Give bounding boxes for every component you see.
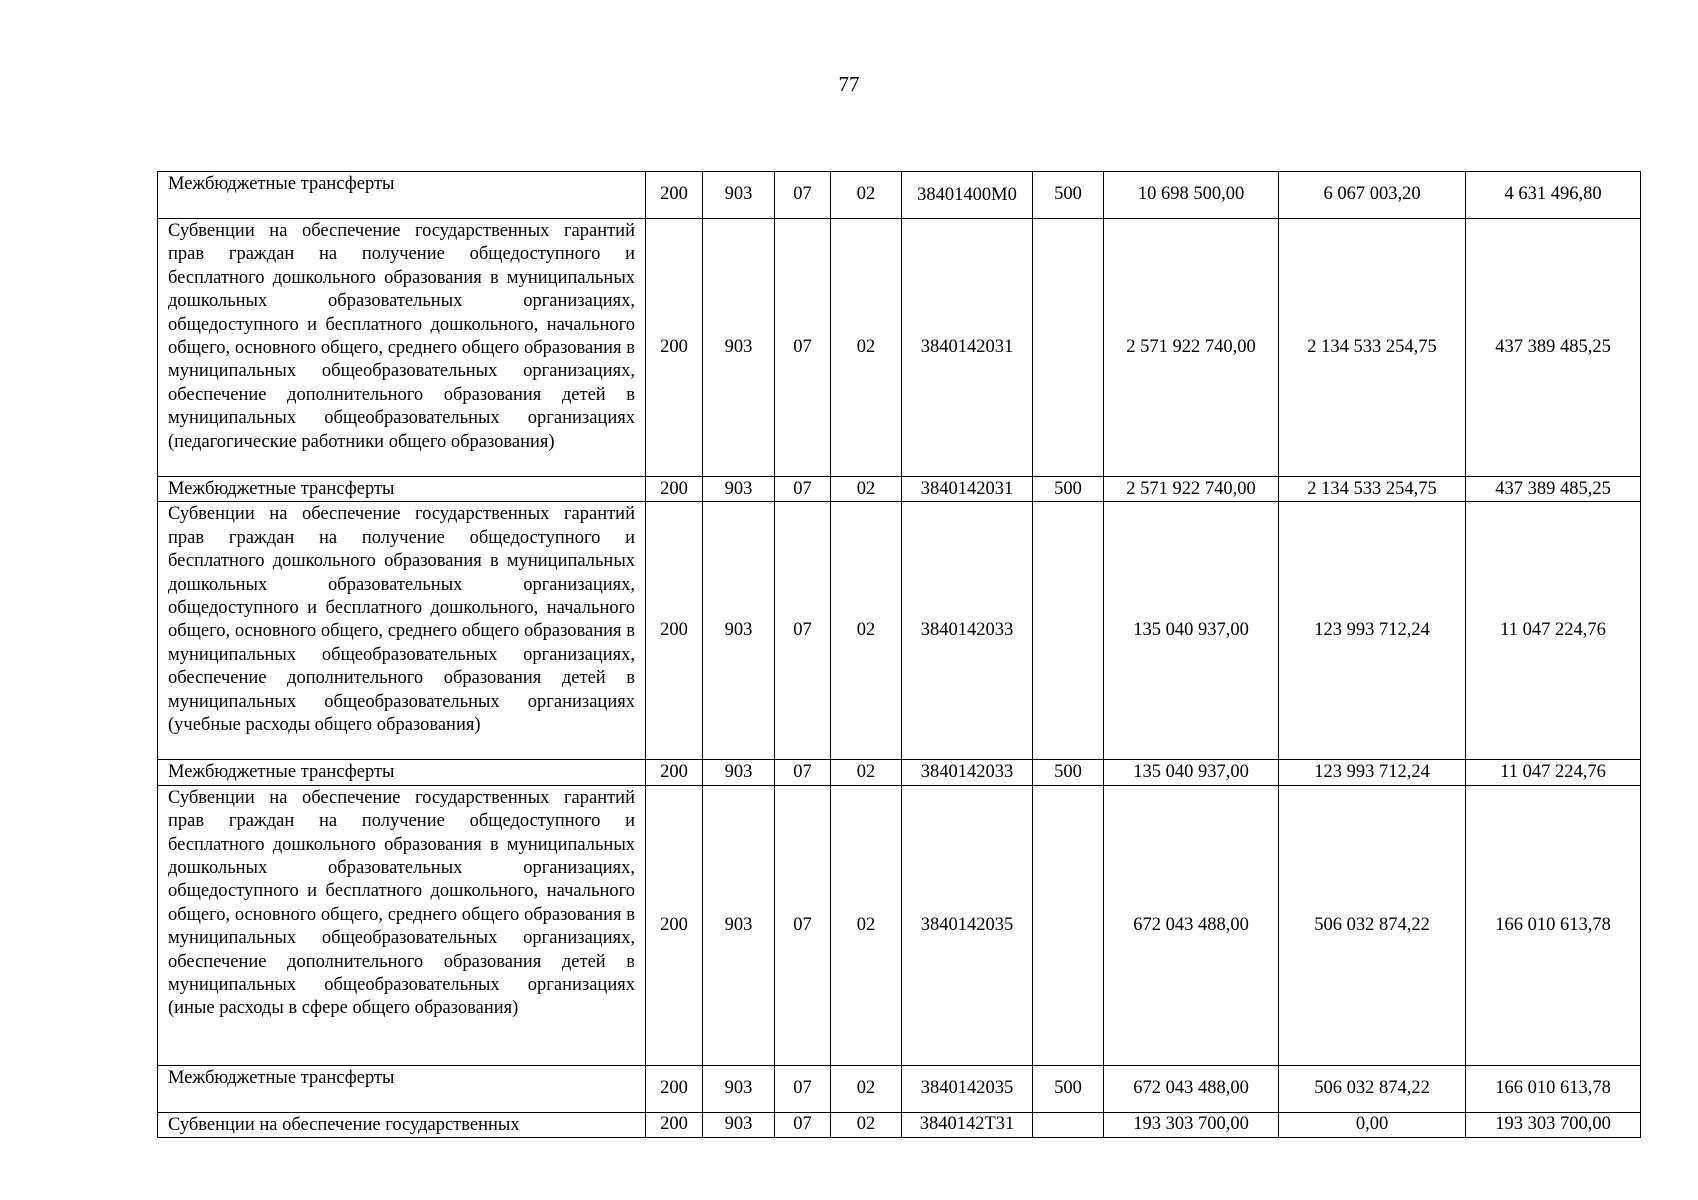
cell-col4: 02	[831, 477, 902, 502]
cell-remaining: 11 047 224,76	[1466, 760, 1641, 785]
cell-col3: 07	[775, 477, 831, 502]
cell-target-code: 3840142Т31	[902, 1112, 1033, 1137]
row-description: Межбюджетные трансферты	[158, 477, 646, 502]
cell-remaining: 166 010 613,78	[1466, 1065, 1641, 1112]
cell-col3: 07	[775, 219, 831, 477]
cell-target-code: 3840142035	[902, 785, 1033, 1065]
row-description: Межбюджетные трансферты	[158, 1065, 646, 1112]
cell-col1: 200	[646, 477, 703, 502]
cell-col3: 07	[775, 760, 831, 785]
cell-col1: 200	[646, 760, 703, 785]
cell-col3: 07	[775, 172, 831, 219]
cell-col1: 200	[646, 1112, 703, 1137]
cell-plan: 2 571 922 740,00	[1104, 219, 1279, 477]
cell-vr: 500	[1033, 760, 1104, 785]
cell-executed: 506 032 874,22	[1279, 785, 1466, 1065]
cell-target-code: 3840142035	[902, 1065, 1033, 1112]
cell-col4: 02	[831, 502, 902, 760]
cell-executed: 123 993 712,24	[1279, 502, 1466, 760]
cell-executed: 2 134 533 254,75	[1279, 219, 1466, 477]
cell-col4: 02	[831, 1065, 902, 1112]
cell-remaining: 437 389 485,25	[1466, 477, 1641, 502]
cell-col1: 200	[646, 219, 703, 477]
cell-col4: 02	[831, 1112, 902, 1137]
cell-col4: 02	[831, 785, 902, 1065]
row-description: Межбюджетные трансферты	[158, 172, 646, 219]
cell-executed: 2 134 533 254,75	[1279, 477, 1466, 502]
cell-col1: 200	[646, 785, 703, 1065]
cell-col3: 07	[775, 1065, 831, 1112]
table-row	[158, 172, 1641, 219]
cell-col2: 903	[703, 502, 775, 760]
cell-col2: 903	[703, 219, 775, 477]
cell-remaining: 4 631 496,80	[1466, 172, 1641, 219]
cell-executed: 506 032 874,22	[1279, 1065, 1466, 1112]
cell-col4: 02	[831, 172, 902, 219]
cell-executed: 123 993 712,24	[1279, 760, 1466, 785]
cell-col3: 07	[775, 502, 831, 760]
cell-col2: 903	[703, 477, 775, 502]
cell-plan: 672 043 488,00	[1104, 1065, 1279, 1112]
cell-plan: 193 303 700,00	[1104, 1112, 1279, 1137]
cell-col3: 07	[775, 785, 831, 1065]
cell-col2: 903	[703, 785, 775, 1065]
cell-col2: 903	[703, 172, 775, 219]
cell-col2: 903	[703, 1112, 775, 1137]
cell-target-code: 3840142033	[902, 502, 1033, 760]
cell-plan: 10 698 500,00	[1104, 172, 1279, 219]
cell-target-code: 3840142031	[902, 219, 1033, 477]
cell-col4: 02	[831, 760, 902, 785]
cell-plan: 2 571 922 740,00	[1104, 477, 1279, 502]
budget-table	[157, 171, 1641, 1138]
cell-vr: 500	[1033, 172, 1104, 219]
cell-executed: 6 067 003,20	[1279, 172, 1466, 219]
cell-col2: 903	[703, 760, 775, 785]
row-description: Субвенции на обеспечение государственных гарантий прав граждан на получение общедоступного и бесплатного дошкольного образования в муниципальных дошкольных образовательных организациях, общедоступного и бесплатного дошкольного, начального общего, основного общего, среднего общего образования в муниципальных общеобразовательных организациях, обеспечение дополнительного образования детей в муниципальных общеобразовательных организациях (педагогические работники общего образования)	[158, 219, 646, 477]
cell-remaining: 11 047 224,76	[1466, 502, 1641, 760]
cell-executed: 0,00	[1279, 1112, 1466, 1137]
cell-col1: 200	[646, 1065, 703, 1112]
cell-target-code: 3840142031	[902, 477, 1033, 502]
row-description: Субвенции на обеспечение государственных гарантий прав граждан на получение общедоступного и бесплатного дошкольного образования в муниципальных дошкольных образовательных организациях, общедоступного и бесплатного дошкольного, начального общего, основного общего, среднего общего образования в муниципальных общеобразовательных организациях, обеспечение дополнительного образования детей в муниципальных общеобразовательных организациях (учебные расходы общего образования)	[158, 502, 646, 760]
cell-target-code: 3840142033	[902, 760, 1033, 785]
cell-vr	[1033, 502, 1104, 760]
table-row	[158, 219, 1641, 477]
cell-col4: 02	[831, 219, 902, 477]
table-row	[158, 760, 1641, 785]
cell-vr: 500	[1033, 477, 1104, 502]
cell-vr	[1033, 1112, 1104, 1137]
cell-col3: 07	[775, 1112, 831, 1137]
cell-vr: 500	[1033, 1065, 1104, 1112]
cell-remaining: 193 303 700,00	[1466, 1112, 1641, 1137]
cell-col2: 903	[703, 1065, 775, 1112]
cell-remaining: 437 389 485,25	[1466, 219, 1641, 477]
cell-target-code: 38401400М0	[902, 172, 1033, 219]
cell-col1: 200	[646, 502, 703, 760]
row-description: Межбюджетные трансферты	[158, 760, 646, 785]
cell-vr	[1033, 219, 1104, 477]
cell-plan: 672 043 488,00	[1104, 785, 1279, 1065]
cell-plan: 135 040 937,00	[1104, 502, 1279, 760]
cell-plan: 135 040 937,00	[1104, 760, 1279, 785]
cell-vr	[1033, 785, 1104, 1065]
table-row	[158, 785, 1641, 1065]
cell-col1: 200	[646, 172, 703, 219]
table-row	[158, 1065, 1641, 1112]
page-number: 77	[838, 72, 860, 96]
cell-remaining: 166 010 613,78	[1466, 785, 1641, 1065]
table-row	[158, 1112, 1641, 1137]
row-description: Субвенции на обеспечение государственных гарантий прав граждан на получение общедоступного и бесплатного дошкольного образования в муниципальных дошкольных образовательных организациях, общедоступного и бесплатного дошкольного, начального общего, основного общего, среднего общего образования в муниципальных общеобразовательных организациях, обеспечение дополнительного образования детей в муниципальных общеобразовательных организациях (иные расходы в сфере общего образования)	[158, 785, 646, 1065]
table-row	[158, 502, 1641, 760]
row-description: Субвенции на обеспечение государственных	[158, 1112, 646, 1137]
table-row	[158, 477, 1641, 502]
